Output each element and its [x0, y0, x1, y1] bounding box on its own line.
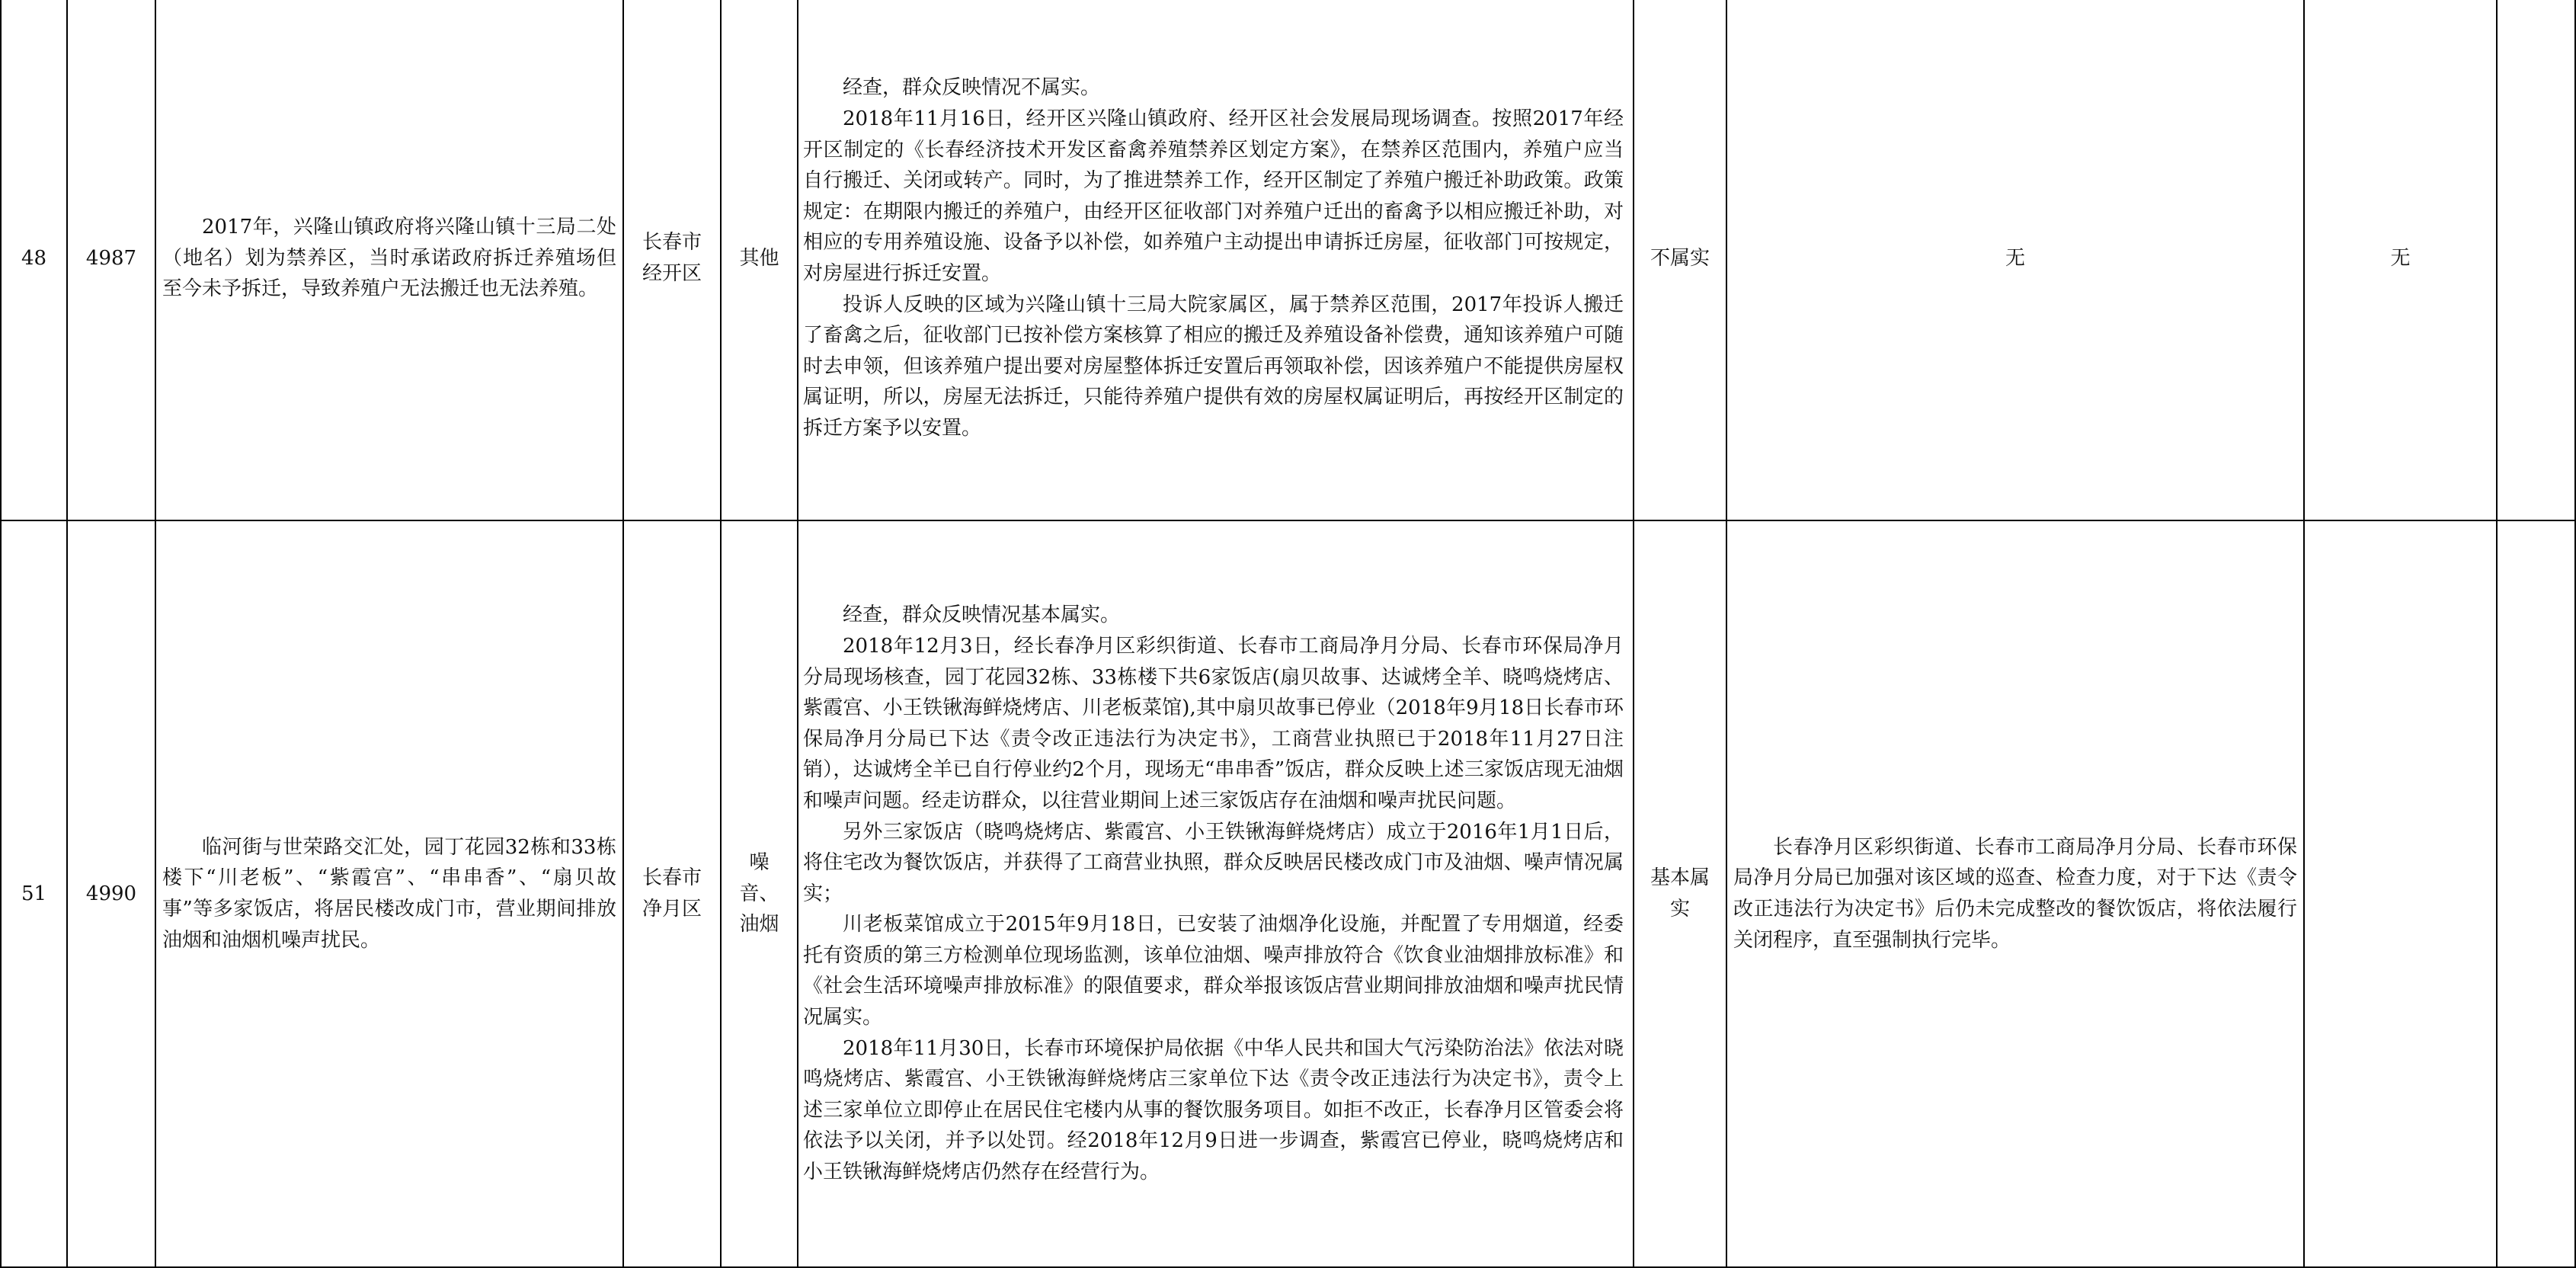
complaint-text [155, 0, 623, 520]
findings-paragraph: 2018年11月16日，经开区兴隆山镇政府、经开区社会发展局现场调查。按照2017年经开区制定的《长春经济技术开发区畜禽养殖禁养区划定方案》，在禁养区范围内，养殖户应当自行搬迁、关闭或转产。同时，为了推进禁养工作，经开区制定了养殖户搬迁补助政策。政策规定：在期限内搬迁的养殖户，由经开区征收部门对养殖户迁出的畜禽予以相应搬迁补助，对相应的专用养殖设施、设备予以补偿，如养殖户主动提出申请拆迁房屋，征收部门可按规定，对房屋进行拆迁安置。 [803, 107, 1624, 285]
findings [798, 0, 1634, 520]
row-index: 48 [1, 0, 67, 520]
complaint-paragraph: 临河街与世荣路交汇处，园丁花园32栋和33栋楼下“川老板”、“紫霞宫”、“串串香”、“扇贝故事”等多家饭店，将居民楼改成门市，营业期间排放油烟和油烟机噪声扰民。 [162, 835, 616, 952]
rectification-paragraph: 长春净月区彩织街道、长春市工商局净月分局、长春市环保局净月分局已加强对该区域的巡查、检查力度，对于下达《责令改正违法行为决定书》后仍未完成整改的餐饮饭店，将依法履行关闭程序，直至强制执行完毕。 [1733, 835, 2297, 952]
findings [798, 520, 1634, 1267]
findings-paragraph: 经查，群众反映情况不属实。 [843, 76, 1101, 100]
case-number: 4990 [67, 520, 155, 1267]
category: 其他 [721, 0, 798, 520]
complaint-text [155, 520, 623, 1267]
findings-paragraph: 2018年12月3日，经长春净月区彩织街道、长春市工商局净月分局、长春市环保局净月分局现场核查，园丁花园32栋、33栋楼下共6家饭店(扇贝故事、达诚烤全羊、晓鸣烧烤店、紫霞宫、小王铁锹海鲜烧烤店、川老板菜馆),其中扇贝故事已停业（2018年9月18日长春市环保局净月分局已下达《责令改正违法行为决定书》，工商营业执照已于2018年11月27日注销），达诚烤全羊已自行停业约2个月，现场无“串串香”饭店，群众反映上述三家饭店现无油烟和噪声问题。经走访群众，以往营业期间上述三家饭店存在油烟和噪声扰民问题。 [803, 634, 1624, 812]
complaint-paragraph: 2017年，兴隆山镇政府将兴隆山镇十三局二处（地名）划为禁养区，当时承诺政府拆迁养殖场但至今未予拆迁，导致养殖户无法搬迁也无法养殖。 [162, 216, 616, 301]
rectification: 无 [1726, 0, 2304, 520]
empty-cell [2497, 0, 2575, 520]
findings-paragraph: 川老板菜馆成立于2015年9月18日，已安装了油烟净化设施，并配置了专用烟道，经委托有资质的第三方检测单位现场监测，该单位油烟、噪声排放符合《饮食业油烟排放标准》和《社会生活环境噪声排放标准》的限值要求，群众举报该饭店营业期间排放油烟和噪声扰民情况属实。 [803, 913, 1624, 1029]
case-number: 4987 [67, 0, 155, 520]
verdict: 不属实 [1634, 0, 1726, 520]
row-index: 51 [1, 520, 67, 1267]
category: 噪音、油烟 [721, 520, 798, 1267]
findings-paragraph: 投诉人反映的区域为兴隆山镇十三局大院家属区，属于禁养区范围，2017年投诉人搬迁了畜禽之后，征收部门已按补偿方案核算了相应的搬迁及养殖设备补偿费，通知该养殖户可随时去申领，但该养殖户提出要对房屋整体拆迁安置后再领取补偿，因该养殖户不能提供房屋权属证明，所以，房屋无法拆迁，只能待养殖户提供有效的房屋权属证明后，再按经开区制定的拆迁方案予以安置。 [803, 293, 1624, 440]
accountability [2304, 520, 2497, 1267]
district: 长春市经开区 [623, 0, 721, 520]
empty-cell [2497, 520, 2575, 1267]
table-row [1, 520, 2575, 1267]
verdict: 基本属实 [1634, 520, 1726, 1267]
accountability: 无 [2304, 0, 2497, 520]
findings-paragraph: 经查，群众反映情况基本属实。 [843, 604, 1121, 627]
district: 长春市净月区 [623, 520, 721, 1267]
findings-paragraph: 另外三家饭店（晓鸣烧烤店、紫霞宫、小王铁锹海鲜烧烤店）成立于2016年1月1日后，将住宅改为餐饮饭店，并获得了工商营业执照，群众反映居民楼改成门市及油烟、噪声情况属实； [803, 820, 1624, 905]
findings-paragraph: 2018年11月30日，长春市环境保护局依据《中华人民共和国大气污染防治法》依法对晓鸣烧烤店、紫霞宫、小王铁锹海鲜烧烤店三家单位下达《责令改正违法行为决定书》，责令上述三家单位立即停止在居民住宅楼内从事的餐饮服务项目。如拒不改正，长春净月区管委会将依法予以关闭，并予以处罚。经2018年12月9日进一步调查，紫霞宫已停业，晓鸣烧烤店和小王铁锹海鲜烧烤店仍然存在经营行为。 [803, 1036, 1624, 1184]
rectification [1726, 520, 2304, 1267]
table-row [1, 0, 2575, 520]
